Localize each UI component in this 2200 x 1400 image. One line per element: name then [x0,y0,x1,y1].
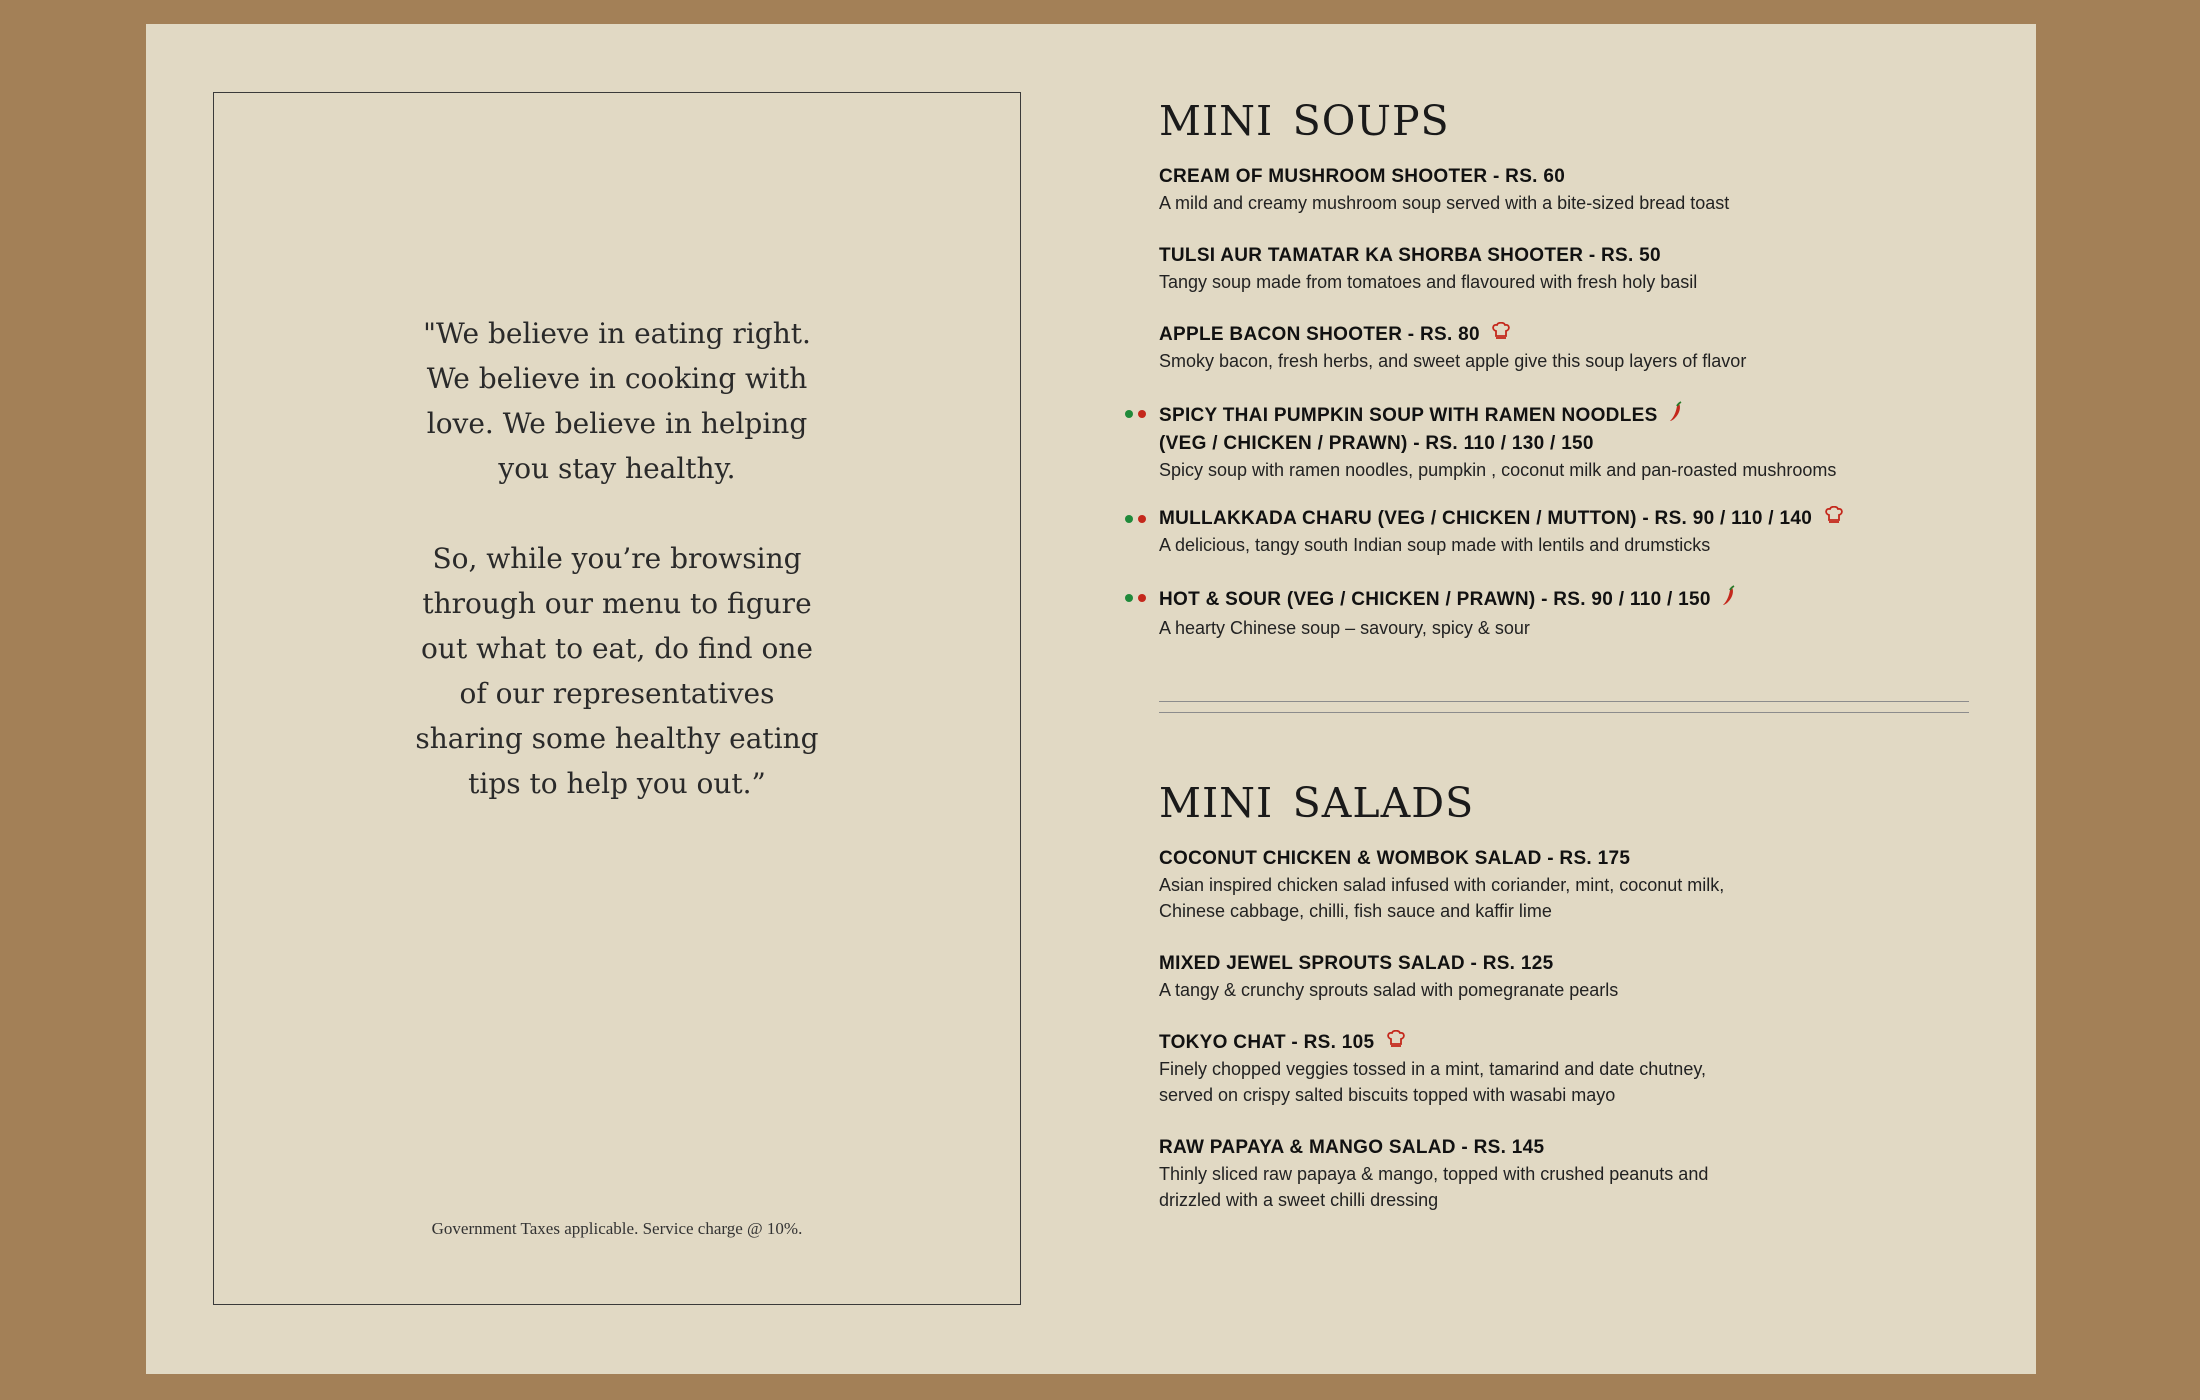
item-name: CREAM OF MUSHROOM SHOOTER - RS. 60 [1159,166,1566,187]
item-description: Finely chopped veggies tossed in a mint, tamarind and date chutney, served on crispy salted biscuits topped with wasabi mayo [1159,1059,1706,1106]
item-name: COCONUT CHICKEN & WOMBOK SALAD - RS. 175 [1159,848,1631,869]
menu-item [1159,585,1999,641]
item-description: Asian inspired chicken salad infused with coriander, mint, coconut milk, Chinese cabbage, chilli, fish sauce and kaffir lime [1159,875,1725,921]
menu-page [146,24,2036,1374]
nonveg-dot [1138,410,1146,418]
item-name: APPLE BACON SHOOTER - RS. 80 [1159,324,1480,346]
menu-item [1159,322,1999,374]
chef-hat-icon [1491,322,1511,348]
section-divider [1159,701,1969,713]
quote-box [213,92,1021,1305]
diet-indicator [1125,410,1151,420]
item-name: RAW PAPAYA & MANGO SALAD - RS. 145 [1159,1137,1545,1158]
item-description: A hearty Chinese soup – savoury, spicy & sour [1159,618,1530,638]
menu-item [1159,1135,1999,1213]
menu-item [1159,1030,1999,1108]
tax-footnote: Government Taxes applicable. Service charge @ 10%. [431,1219,803,1238]
chili-icon [1722,585,1736,615]
salads-section-title: mini salads [1159,763,1475,831]
quote-paragraph-1: "We believe in eating right. We believe in cooking with love. We believe in helping you stay healthy. [423,317,811,485]
item-description: Tangy soup made from tomatoes and flavoured with fresh holy basil [1159,272,1698,292]
item-name: SPICY THAI PUMPKIN SOUP WITH RAMEN NOODLES [1159,405,1658,427]
chili-icon [1669,401,1683,431]
veg-dot [1125,515,1133,523]
quote-text [214,311,1020,851]
diet-indicator [1125,515,1151,525]
menu-item [1159,243,1999,295]
menu-item [1159,164,1999,216]
menu-item [1159,506,1999,558]
item-name: TOKYO CHAT - RS. 105 [1159,1032,1375,1054]
menu-item [1159,401,1999,483]
nonveg-dot [1138,515,1146,523]
item-description: A delicious, tangy south Indian soup made with lentils and drumsticks [1159,535,1711,556]
soups-section-title: mini soups [1159,81,1450,149]
quote-paragraph-2: So, while you’re browsing through our menu to figure out what to eat, do find one of our representatives sharing some healthy eating tips to help you out.” [415,542,819,800]
item-description: A tangy & crunchy sprouts salad with pomegranate pearls [1159,980,1619,1000]
veg-dot [1125,410,1133,418]
nonveg-dot [1138,594,1146,602]
item-description: Spicy soup with ramen noodles, pumpkin , coconut milk and pan-roasted mushrooms [1159,460,1837,480]
chef-hat-icon [1386,1030,1406,1056]
item-description: A mild and creamy mushroom soup served with a bite-sized bread toast [1159,193,1730,213]
item-description: Smoky bacon, fresh herbs, and sweet apple give this soup layers of flavor [1159,351,1747,372]
item-name: TULSI AUR TAMATAR KA SHORBA SHOOTER - RS. 50 [1159,245,1661,266]
menu-item [1159,846,1999,924]
chef-hat-icon [1824,506,1844,532]
item-name: MIXED JEWEL SPROUTS SALAD - RS. 125 [1159,953,1554,974]
diet-indicator [1125,594,1151,604]
menu-item [1159,951,1999,1003]
item-name-line-2: (VEG / CHICKEN / PRAWN) - RS. 110 / 130 / 150 [1159,433,1594,454]
item-name: HOT & SOUR (VEG / CHICKEN / PRAWN) - RS. 90 / 110 / 150 [1159,589,1711,611]
item-name: MULLAKKADA CHARU (VEG / CHICKEN / MUTTON) - RS. 90 / 110 / 140 [1159,508,1813,530]
veg-dot [1125,594,1133,602]
item-description: Thinly sliced raw papaya & mango, topped with crushed peanuts and drizzled with a sweet chilli dressing [1159,1164,1709,1210]
